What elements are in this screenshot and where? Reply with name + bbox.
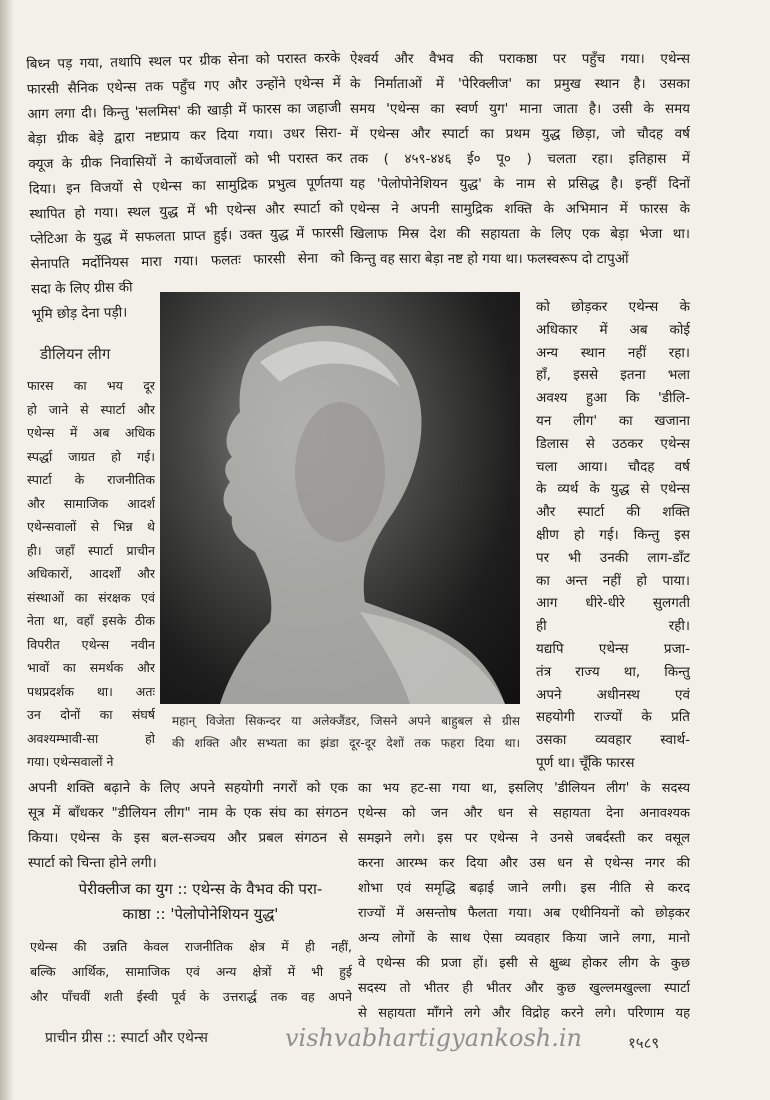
text-line: को छोड़कर एथेन्स के (536, 299, 690, 315)
text-line: एथेन्स ने अपनी सामुद्रिक शक्ति के अभिमान में फारस के (350, 201, 690, 217)
text-line: पेरीक्लीज का युग :: एथेन्स के वैभव की परा- (78, 880, 323, 898)
text-line: क्यूज के ग्रीक निवासियों ने कार्थेजवालों को भी परास्त कर (28, 149, 343, 173)
text-line: स्पार्टा के राजनीतिक (27, 472, 155, 487)
text-line: डिलास से उठकर एथेन्स (536, 435, 690, 452)
text-line: करना आरम्भ कर दिया और उस धन से एथेन्स नगर की (358, 856, 690, 871)
text-line: सदस्य तो भीतर ही भीतर और कुछ खुल्लमखुल्ला स्पार्टा (358, 981, 690, 996)
text-line: सेनापति मर्दोनियस मारा गया। फलतः फारसी सेना को (30, 249, 345, 273)
text-line: हाँ, इससे इतना भला (536, 367, 690, 384)
text-line: सूत्र में बाँधकर "डीलियन लीग" नाम के एक संघ का संगठन (28, 805, 348, 821)
text-line: प्लेटिआ के युद्ध में सफलता प्राप्त हुई। उक्त युद्ध में फारसी (29, 224, 345, 248)
text-line: संस्थाओं का संरक्षक एवं (27, 589, 155, 605)
text-line: पर भी उनकी लाग-डाँट (536, 549, 690, 566)
text-line: नेता था, वहाँ इसके ठीक (27, 613, 155, 628)
text-line: यन लीग' का खजाना (536, 412, 690, 429)
text-line: राज्यों में असन्तोष फैलता गया। अब एथीनियनों को छोड़कर (358, 906, 690, 921)
text-line: अन्य स्थान नहीं रहा। (536, 344, 690, 361)
text-line: क्षीण हो गई। किन्तु इस (536, 526, 690, 543)
text-line: समझने लगे। इस पर एथेन्स ने उनसे जबर्दस्ती कर वसूल (358, 831, 690, 846)
left-column-paragraph (27, 374, 155, 774)
text-line: और स्पार्टा की शक्ति (536, 504, 690, 521)
section-heading-delian-league: डीलियन लीग (40, 345, 111, 363)
text-line: बिध्न पड़ गया, तथापि स्थल पर ग्रीक सेना को परास्त करके (26, 49, 341, 73)
alexander-bust-photo (160, 292, 520, 704)
text-line: और पाँचवीं शती ईस्वी पूर्व के उत्तरार्द्ध तक वह अपने (30, 989, 352, 1004)
text-line: पथप्रदर्शक था। अतः (27, 683, 155, 699)
text-line: समय 'एथेन्स का स्वर्ण युग' माना जाता है। उसी के समय (350, 101, 690, 117)
text-line: दिया। इन विजयों से एथेन्स का सामुद्रिक प्रभुत्व पूर्णतया (28, 174, 344, 198)
bottom-right-paragraph (358, 776, 690, 1026)
text-line: से सहायता माँगने लगे और विद्रोह करने लगे। परिणाम यह (358, 1006, 690, 1021)
text-line: उसका व्यवहार स्वार्थ- (536, 732, 690, 749)
text-line: एथेन्स को जन और धन से सहायता देना अनावश्यक (358, 806, 690, 821)
text-line: का भय हट-सा गया था, इसलिए 'डीलियन लीग' के सदस्य (358, 781, 690, 796)
text-line: चला आया। चौदह वर्ष (536, 458, 690, 475)
text-line: बल्कि आर्थिक, सामाजिक एवं अन्य क्षेत्रों में भी हुई (30, 964, 352, 979)
watermark: vishvabhartigyankosh.in (285, 1024, 583, 1052)
text-line: अवश्य हुआ कि 'डीलि- (536, 390, 690, 407)
text-line: अधिकार में अब कोई (536, 321, 690, 338)
text-line: एथेन्स की उन्नति केवल राजनीतिक क्षेत्र में ही नहीं, (30, 939, 352, 954)
text-line: और सामाजिक आदर्श (27, 495, 155, 511)
text-line: यद्यपि एथेन्स प्रजा- (536, 640, 690, 657)
text-line: गया। एथेन्सवालों ने (27, 754, 114, 769)
text-line: स्पार्टा को चिन्ता होने लगी। (28, 855, 157, 871)
text-line: महान् विजेता सिकन्दर या अलेक्जैंडर, जिसने अपने बाहुबल से ग्रीस (172, 714, 520, 728)
top-left-paragraph (26, 46, 346, 328)
text-line: हो जाने से स्पार्टा और (27, 401, 155, 417)
text-line: अन्य लोगों के साथ ऐसा व्यवहार किया जाने लगा, मानो (358, 931, 690, 946)
page-edge-shadow (0, 0, 14, 1100)
text-line: काष्ठा :: 'पेलोपोनेशियन युद्ध' (122, 905, 279, 923)
text-line: एथेन्स में अब अधिक (27, 425, 155, 440)
delian-league-continued-paragraph (28, 776, 348, 876)
text-line: भूमि छोड़ देना पड़ी। (31, 304, 128, 323)
text-line: ऐश्वर्य और वैभव की पराकष्ठा पर पहुँच गया। एथेन्स (350, 51, 690, 67)
text-line: बेड़ा ग्रीक बेड़े द्वारा नष्टप्राय कर दिया गया। उधर सिरा- (27, 124, 342, 148)
section-heading-pericles-age (48, 877, 353, 927)
text-line: के निर्माताओं में 'पेरिक्लीज' का प्रमुख स्थान है। उसका (350, 76, 690, 92)
text-line: अवश्यम्भावी-सा हो (27, 730, 155, 746)
text-line: किया। एथेन्स के इस बल-सञ्चय और प्रबल संगठन से (28, 830, 348, 846)
text-line: ही। जहाँ स्पार्टा प्राचीन (27, 542, 155, 558)
text-line: खिलाफ मिस्र देश की सहायता के लिए एक बेड़ा भेजा था। (350, 226, 690, 242)
text-line: आग धीरे-धीरे सुलगती (536, 595, 690, 612)
bust-illustration (160, 292, 520, 704)
text-line: स्थापित हो गया। स्थल युद्ध में भी एथेन्स और स्पार्टा को (29, 199, 344, 223)
text-line: पूर्ण था। चूँकि फारस (536, 754, 635, 771)
top-right-paragraph (350, 47, 690, 272)
text-line: तंत्र राज्य था, किन्तु (536, 663, 690, 680)
text-line: ही रही। (536, 618, 690, 635)
pericles-age-paragraph (30, 934, 352, 1009)
text-line: विपरीत एथेन्स नवीन (27, 636, 155, 652)
text-line: अपने अधीनस्थ एवं (536, 686, 690, 703)
text-line: अपनी शक्ति बढ़ाने के लिए अपने सहयोगी नगरों को एक (28, 780, 348, 796)
text-line: उन दोनों का संघर्ष (27, 707, 155, 722)
text-line: एथेन्सवालों से भिन्न थे (27, 519, 155, 534)
text-line: की शक्ति और सभ्यता का झंडा दूर-दूर देशों तक फहरा दिया था। (172, 736, 520, 750)
text-line: स्पर्द्धा जाग्रत हो गई। (27, 448, 155, 464)
text-line: फारसी सैनिक एथेन्स तक पहुँच गए और उन्होंने एथेन्स में (26, 74, 341, 98)
text-line: भावों का समर्थक और (27, 660, 155, 675)
text-line: का अन्त नहीं हो पाया। (536, 572, 690, 589)
text-line: तक ( ४५९-४४६ ई० पू० ) चलता रहा। इतिहास में (350, 151, 690, 167)
text-line: वे एथेन्स की प्रजा हों। इसी से क्षुब्ध होकर लीग के कुछ (358, 956, 690, 971)
page-number: १५८९ (628, 1034, 660, 1052)
text-line: सदा के लिए ग्रीस की (30, 279, 133, 298)
text-line: फारस का भय दूर (27, 378, 155, 393)
text-line: यह 'पेलोपोनेशियन युद्ध' के नाम से प्रसिद्ध है। इन्हीं दिनों (350, 176, 690, 192)
text-line: शोभा एवं समृद्धि बढ़ाई जाने लगी। इस नीति से करद (358, 881, 690, 896)
text-line: में एथेन्स और स्पार्टा का प्रथम युद्ध छिड़ा, जो चौदह वर्ष (350, 126, 690, 142)
text-line: आग लगा दी। किन्तु 'सलमिस' की खाड़ी में फारस का जहाजी (27, 99, 342, 123)
image-caption (172, 710, 520, 754)
text-line: अधिकारों, आदर्शों और (27, 566, 155, 581)
text-line: के व्यर्थ के युद्ध से एथेन्स (536, 481, 690, 498)
right-column-paragraph (536, 296, 690, 775)
text-line: किन्तु वह सारा बेड़ा नष्ट हो गया था। फलस्वरूप दो टापुओं (350, 251, 629, 267)
text-line: सहयोगी राज्यों के प्रति (536, 709, 690, 726)
running-title: प्राचीन ग्रीस :: स्पार्टा और एथेन्स (45, 1030, 208, 1046)
